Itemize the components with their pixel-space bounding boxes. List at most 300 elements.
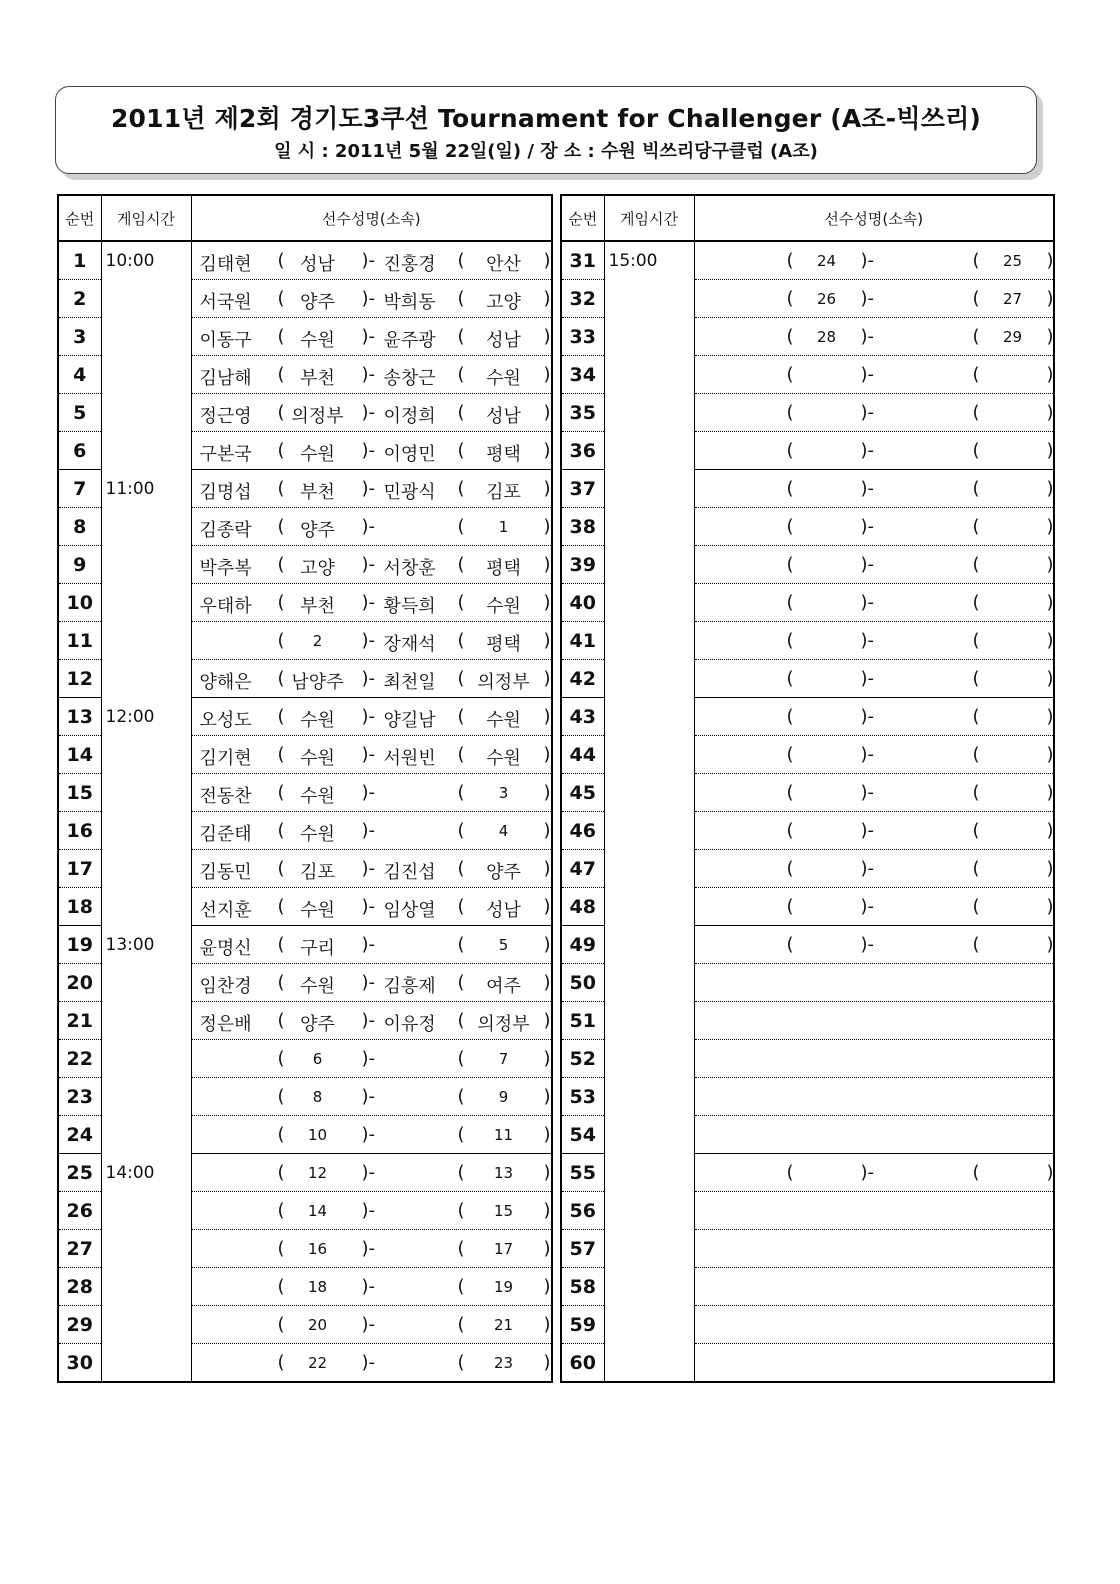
- match-line: [695, 1002, 1054, 1039]
- player1-club: 수원: [300, 976, 335, 997]
- open-paren: (: [972, 820, 980, 841]
- match-cell: [694, 318, 1054, 356]
- open-paren: (: [457, 364, 465, 385]
- close-paren: ): [543, 288, 551, 309]
- open-paren: (: [972, 364, 980, 385]
- game-time: [604, 698, 694, 926]
- close-paren: ): [543, 1048, 551, 1069]
- match-number: 52: [561, 1040, 604, 1078]
- match-cell: [191, 926, 552, 964]
- player1-club: 수원: [300, 444, 335, 465]
- table-row: [58, 926, 552, 964]
- game-time: 15:00: [604, 241, 694, 470]
- match-line: [192, 1040, 552, 1077]
- match-number: 57: [561, 1230, 604, 1268]
- match-cell: [694, 1344, 1054, 1383]
- match-cell: [694, 1268, 1054, 1306]
- close-paren: ): [1046, 820, 1054, 841]
- match-cell: [191, 470, 552, 508]
- open-paren: (: [457, 478, 465, 499]
- player1-club: 성남: [300, 254, 335, 275]
- match-cell: [191, 394, 552, 432]
- open-paren: (: [457, 440, 465, 461]
- match-number: 10: [58, 584, 101, 622]
- match-number: 1: [58, 241, 101, 280]
- match-number: 37: [561, 470, 604, 508]
- match-line: [192, 1192, 552, 1229]
- match-cell: [191, 964, 552, 1002]
- player2-club: 수원: [486, 748, 521, 769]
- match-number: 48: [561, 888, 604, 926]
- open-paren: (: [972, 782, 980, 803]
- match-cell: [191, 1002, 552, 1040]
- match-line: [695, 1078, 1054, 1115]
- table-row: [58, 241, 552, 280]
- page-title: 2011년 제2회 경기도3쿠션 Tournament for Challenger (A조-빅쓰리): [110, 104, 982, 133]
- close-paren-dash: )-: [361, 820, 376, 841]
- match-number: 44: [561, 736, 604, 774]
- match-cell: [191, 1268, 552, 1306]
- table-row: [561, 241, 1054, 280]
- close-paren-dash: )-: [361, 516, 376, 537]
- match-number: 5: [58, 394, 101, 432]
- game-time: 10:00: [101, 241, 191, 470]
- player1-name: 구본국: [199, 444, 252, 465]
- match-line: [695, 812, 1054, 849]
- match-line: [192, 584, 552, 621]
- open-paren: (: [457, 1238, 465, 1259]
- player1-club: 구리: [300, 938, 335, 959]
- player2-club: 수원: [486, 710, 521, 731]
- close-paren-dash: )-: [361, 288, 376, 309]
- match-cell: [191, 241, 552, 280]
- match-cell: [191, 622, 552, 660]
- match-line: [695, 1116, 1054, 1153]
- open-paren: (: [786, 820, 794, 841]
- col-header-time: 게임시간: [101, 195, 191, 241]
- match-line: [192, 622, 552, 659]
- close-paren: ): [1046, 402, 1054, 423]
- player1-name: 박추복: [199, 558, 252, 579]
- match-cell: [694, 432, 1054, 470]
- match-cell: [191, 280, 552, 318]
- close-paren: ): [1046, 288, 1054, 309]
- match-line: [192, 508, 552, 545]
- match-cell: [694, 1002, 1054, 1040]
- player2-name: 김진섭: [383, 862, 436, 883]
- player2-name: 임상열: [383, 900, 436, 921]
- open-paren: (: [786, 630, 794, 651]
- match-cell: [191, 508, 552, 546]
- match-number: 18: [58, 888, 101, 926]
- match-cell: [694, 584, 1054, 622]
- match-cell: [694, 1040, 1054, 1078]
- match-number: 36: [561, 432, 604, 470]
- close-paren: ): [543, 1276, 551, 1297]
- match-number: 21: [58, 1002, 101, 1040]
- match-cell: [694, 736, 1054, 774]
- close-paren-dash: )-: [361, 1010, 376, 1031]
- close-paren: ): [1046, 478, 1054, 499]
- player1-club: 26: [816, 290, 837, 308]
- player2-name: 이유정: [383, 1014, 436, 1035]
- schedule-table-right: [560, 194, 1055, 1383]
- close-paren: ): [543, 1086, 551, 1107]
- match-cell: [191, 850, 552, 888]
- match-number: 26: [58, 1192, 101, 1230]
- close-paren-dash: )-: [361, 326, 376, 347]
- match-number: 42: [561, 660, 604, 698]
- match-number: 35: [561, 394, 604, 432]
- player2-club: 김포: [486, 482, 521, 503]
- match-line: [192, 546, 552, 583]
- player2-club: 1: [498, 518, 509, 536]
- close-paren-dash: )-: [361, 1200, 376, 1221]
- open-paren: (: [786, 402, 794, 423]
- match-number: 19: [58, 926, 101, 964]
- close-paren-dash: )-: [860, 250, 875, 271]
- match-line: [695, 1154, 1054, 1191]
- match-number: 33: [561, 318, 604, 356]
- player1-name: 김태현: [199, 254, 252, 275]
- match-line: [695, 888, 1054, 925]
- open-paren: (: [972, 516, 980, 537]
- match-cell: [694, 470, 1054, 508]
- player1-club: 18: [307, 1278, 328, 1296]
- match-line: [192, 1078, 552, 1115]
- open-paren: (: [277, 250, 285, 271]
- close-paren: ): [1046, 896, 1054, 917]
- player1-club: 양주: [300, 520, 335, 541]
- player1-name: 임찬경: [199, 976, 252, 997]
- match-line: [192, 660, 552, 697]
- match-line: [695, 318, 1054, 355]
- close-paren: ): [543, 668, 551, 689]
- close-paren-dash: )-: [361, 668, 376, 689]
- open-paren: (: [277, 554, 285, 575]
- open-paren: (: [277, 1200, 285, 1221]
- close-paren: ): [1046, 934, 1054, 955]
- match-line: [695, 1344, 1054, 1381]
- close-paren-dash: )-: [361, 1314, 376, 1335]
- match-number: 6: [58, 432, 101, 470]
- close-paren: ): [543, 744, 551, 765]
- close-paren: ): [543, 1010, 551, 1031]
- player1-club: 14: [307, 1202, 328, 1220]
- player2-name: 김흥제: [383, 976, 436, 997]
- close-paren-dash: )-: [361, 896, 376, 917]
- close-paren-dash: )-: [860, 592, 875, 613]
- close-paren: ): [543, 554, 551, 575]
- open-paren: (: [786, 250, 794, 271]
- open-paren: (: [457, 1124, 465, 1145]
- match-cell: [694, 1116, 1054, 1154]
- close-paren-dash: )-: [361, 402, 376, 423]
- player2-club: 양주: [486, 862, 521, 883]
- match-line: [695, 736, 1054, 773]
- match-line: [192, 356, 552, 393]
- match-line: [192, 1344, 552, 1381]
- match-number: 24: [58, 1116, 101, 1154]
- match-line: [192, 964, 552, 1001]
- close-paren: ): [1046, 440, 1054, 461]
- match-number: 47: [561, 850, 604, 888]
- player1-club: 6: [312, 1050, 323, 1068]
- player2-name: 서원빈: [383, 748, 436, 769]
- table-row: [58, 698, 552, 736]
- player2-club: 성남: [486, 330, 521, 351]
- match-line: [192, 1306, 552, 1343]
- open-paren: (: [972, 554, 980, 575]
- open-paren: (: [277, 820, 285, 841]
- match-number: 54: [561, 1116, 604, 1154]
- player1-club: 고양: [300, 558, 335, 579]
- open-paren: (: [277, 896, 285, 917]
- close-paren-dash: )-: [860, 554, 875, 575]
- open-paren: (: [457, 326, 465, 347]
- close-paren-dash: )-: [860, 934, 875, 955]
- match-number: 39: [561, 546, 604, 584]
- open-paren: (: [786, 440, 794, 461]
- match-line: [192, 242, 552, 279]
- player1-name: 우태하: [199, 596, 252, 617]
- match-line: [695, 660, 1054, 697]
- open-paren: (: [277, 744, 285, 765]
- player1-name: 정은배: [199, 1014, 252, 1035]
- match-number: 22: [58, 1040, 101, 1078]
- match-number: 11: [58, 622, 101, 660]
- match-number: 29: [58, 1306, 101, 1344]
- player2-club: 7: [498, 1050, 509, 1068]
- open-paren: (: [457, 250, 465, 271]
- match-line: [192, 926, 552, 963]
- match-cell: [694, 774, 1054, 812]
- match-line: [695, 470, 1054, 507]
- match-line: [695, 1306, 1054, 1343]
- close-paren-dash: )-: [860, 364, 875, 385]
- match-cell: [694, 812, 1054, 850]
- open-paren: (: [277, 1352, 285, 1373]
- close-paren-dash: )-: [860, 1162, 875, 1183]
- open-paren: (: [277, 1048, 285, 1069]
- match-cell: [191, 888, 552, 926]
- match-number: 25: [58, 1154, 101, 1192]
- player2-club: 11: [493, 1126, 514, 1144]
- open-paren: (: [786, 326, 794, 347]
- player1-club: 2: [312, 632, 323, 650]
- player1-name: 선지훈: [199, 900, 252, 921]
- match-line: [695, 1230, 1054, 1267]
- match-cell: [191, 584, 552, 622]
- player2-club: 13: [493, 1164, 514, 1182]
- open-paren: (: [277, 1162, 285, 1183]
- match-cell: [191, 1154, 552, 1192]
- open-paren: (: [277, 782, 285, 803]
- game-time: [604, 926, 694, 1154]
- close-paren: ): [1046, 668, 1054, 689]
- match-line: [695, 850, 1054, 887]
- close-paren: ): [1046, 326, 1054, 347]
- player2-club: 안산: [486, 254, 521, 275]
- close-paren-dash: )-: [361, 630, 376, 651]
- open-paren: (: [457, 288, 465, 309]
- match-number: 38: [561, 508, 604, 546]
- player2-name: 서창훈: [383, 558, 436, 579]
- player2-club: 수원: [486, 596, 521, 617]
- close-paren-dash: )-: [860, 744, 875, 765]
- player2-name: 민광식: [383, 482, 436, 503]
- match-number: 46: [561, 812, 604, 850]
- close-paren: ): [543, 592, 551, 613]
- game-time: 14:00: [101, 1154, 191, 1383]
- close-paren: ): [543, 250, 551, 271]
- close-paren-dash: )-: [860, 516, 875, 537]
- open-paren: (: [277, 630, 285, 651]
- close-paren: ): [543, 858, 551, 879]
- open-paren: (: [786, 896, 794, 917]
- match-number: 17: [58, 850, 101, 888]
- close-paren: ): [543, 1200, 551, 1221]
- table-row: [561, 698, 1054, 736]
- open-paren: (: [277, 972, 285, 993]
- open-paren: (: [972, 630, 980, 651]
- player1-name: 양해은: [199, 672, 252, 693]
- open-paren: (: [457, 934, 465, 955]
- col-header-no: 순번: [58, 195, 101, 241]
- match-cell: [191, 736, 552, 774]
- match-cell: [191, 660, 552, 698]
- close-paren-dash: )-: [860, 858, 875, 879]
- match-number: 60: [561, 1344, 604, 1383]
- match-number: 4: [58, 356, 101, 394]
- match-line: [192, 1002, 552, 1039]
- player2-club: 평택: [486, 558, 521, 579]
- col-header-players: 선수성명(소속): [191, 195, 552, 241]
- close-paren: ): [543, 364, 551, 385]
- match-number: 13: [58, 698, 101, 736]
- match-number: 34: [561, 356, 604, 394]
- close-paren-dash: )-: [860, 668, 875, 689]
- player2-club: 21: [493, 1316, 514, 1334]
- open-paren: (: [457, 896, 465, 917]
- match-cell: [694, 964, 1054, 1002]
- close-paren: ): [543, 1124, 551, 1145]
- player1-club: 김포: [300, 862, 335, 883]
- match-cell: [694, 926, 1054, 964]
- close-paren-dash: )-: [361, 858, 376, 879]
- player1-club: 양주: [300, 292, 335, 313]
- match-line: [192, 774, 552, 811]
- close-paren: ): [1046, 250, 1054, 271]
- match-line: [192, 888, 552, 925]
- close-paren-dash: )-: [860, 820, 875, 841]
- table-row: [58, 1154, 552, 1192]
- player1-club: 부천: [300, 482, 335, 503]
- player1-name: 김준태: [199, 824, 252, 845]
- player2-club: 15: [493, 1202, 514, 1220]
- close-paren-dash: )-: [361, 1048, 376, 1069]
- close-paren-dash: )-: [361, 592, 376, 613]
- player2-name: 송창근: [383, 368, 436, 389]
- close-paren-dash: )-: [361, 250, 376, 271]
- match-cell: [191, 1078, 552, 1116]
- match-line: [192, 318, 552, 355]
- match-line: [695, 242, 1054, 279]
- match-line: [192, 1268, 552, 1305]
- open-paren: (: [972, 668, 980, 689]
- match-number: 50: [561, 964, 604, 1002]
- player2-name: 황득희: [383, 596, 436, 617]
- open-paren: (: [457, 1010, 465, 1031]
- close-paren: ): [1046, 858, 1054, 879]
- open-paren: (: [277, 364, 285, 385]
- match-cell: [694, 241, 1054, 280]
- player2-club: 고양: [486, 292, 521, 313]
- close-paren-dash: )-: [860, 326, 875, 347]
- close-paren-dash: )-: [860, 440, 875, 461]
- close-paren: ): [1046, 782, 1054, 803]
- player2-name: 진홍경: [383, 254, 436, 275]
- match-number: 59: [561, 1306, 604, 1344]
- player1-club: 10: [307, 1126, 328, 1144]
- open-paren: (: [457, 402, 465, 423]
- player1-name: 김명섭: [199, 482, 252, 503]
- player2-club: 의정부: [477, 672, 530, 693]
- match-cell: [694, 280, 1054, 318]
- player2-club: 27: [1002, 290, 1023, 308]
- match-number: 20: [58, 964, 101, 1002]
- open-paren: (: [457, 554, 465, 575]
- close-paren: ): [1046, 592, 1054, 613]
- player2-club: 17: [493, 1240, 514, 1258]
- match-cell: [694, 1306, 1054, 1344]
- match-line: [192, 280, 552, 317]
- open-paren: (: [972, 896, 980, 917]
- match-line: [695, 394, 1054, 431]
- table-row: [561, 1154, 1054, 1192]
- player1-name: 김종락: [199, 520, 252, 541]
- player1-club: 수원: [300, 748, 335, 769]
- player1-club: 수원: [300, 786, 335, 807]
- open-paren: (: [277, 1314, 285, 1335]
- close-paren-dash: )-: [361, 744, 376, 765]
- match-cell: [694, 888, 1054, 926]
- close-paren-dash: )-: [860, 402, 875, 423]
- close-paren-dash: )-: [361, 1162, 376, 1183]
- player2-club: 성남: [486, 900, 521, 921]
- player2-name: 박희동: [383, 292, 436, 313]
- match-line: [695, 280, 1054, 317]
- match-cell: [191, 546, 552, 584]
- close-paren: ): [543, 706, 551, 727]
- game-time: 12:00: [101, 698, 191, 926]
- open-paren: (: [972, 440, 980, 461]
- close-paren: ): [543, 402, 551, 423]
- open-paren: (: [277, 1010, 285, 1031]
- close-paren-dash: )-: [361, 1352, 376, 1373]
- player1-club: 수원: [300, 824, 335, 845]
- player1-club: 의정부: [291, 406, 344, 427]
- open-paren: (: [277, 478, 285, 499]
- close-paren-dash: )-: [361, 1238, 376, 1259]
- match-cell: [694, 1154, 1054, 1192]
- match-number: 8: [58, 508, 101, 546]
- close-paren: ): [543, 896, 551, 917]
- open-paren: (: [277, 326, 285, 347]
- open-paren: (: [277, 516, 285, 537]
- open-paren: (: [786, 1162, 794, 1183]
- open-paren: (: [972, 934, 980, 955]
